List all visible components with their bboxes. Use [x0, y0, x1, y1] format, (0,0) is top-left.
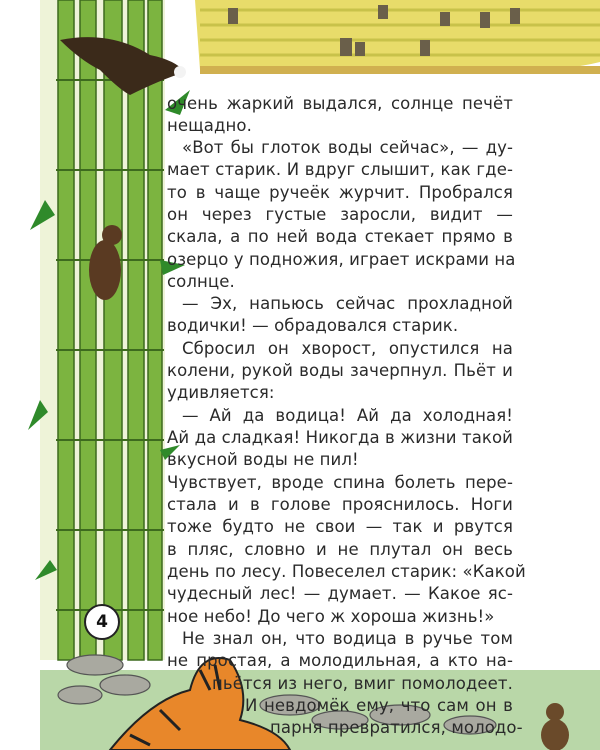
text-line: озерцо у подножия, играет искрами на	[167, 250, 516, 269]
text-line: стала и в голове прояснилось. Ноги	[167, 495, 513, 514]
rice-field-illustration	[195, 0, 600, 74]
text-line: то в чаще ручеёк журчит. Пробрался	[167, 183, 513, 202]
text-line: день по лесу. Повеселел старик: «Какой	[167, 562, 526, 581]
text-line: — Ай да водица! Ай да холодная!	[182, 406, 513, 425]
text-line: тоже будто не свои — так и рвутся	[167, 517, 513, 536]
text-line: вкусной воды не пил!	[167, 450, 359, 469]
text-line: Чувствует, вроде спина болеть пере-	[167, 473, 513, 492]
text-line: Ай да сладкая! Никогда в жизни такой	[167, 428, 513, 447]
text-line: он через густые заросли, видит —	[167, 205, 513, 224]
bamboo-illustration	[28, 0, 190, 660]
text-line: «Вот бы глоток воды сейчас», — ду-	[182, 138, 513, 157]
text-line: солнце.	[167, 272, 235, 291]
text-line: удивляется:	[167, 383, 275, 402]
text-line: Не знал он, что водица в ручье том	[182, 629, 513, 648]
text-line: не простая, а молодильная, а кто на-	[167, 651, 513, 670]
text-line: нещадно.	[167, 116, 252, 135]
text-line: И невдомёк ему, что сам он в	[245, 696, 513, 715]
text-line: парня превратился, молодо-	[270, 718, 523, 737]
text-line: колени, рукой воды зачерпнул. Пьёт и	[167, 361, 513, 380]
page-number: 4	[84, 604, 120, 640]
text-line: в пляс, словно и не плутал он весь	[167, 540, 513, 559]
text-line: пьётся из него, вмиг помолодеет.	[212, 674, 513, 693]
text-line: — Эх, напьюсь сейчас прохладной	[182, 294, 513, 313]
text-line: мает старик. И вдруг слышит, как где-	[167, 160, 513, 179]
text-line: очень жаркий выдался, солнце печёт	[167, 94, 513, 113]
text-line: Сбросил он хворост, опустился на	[182, 339, 513, 358]
monkey-illustration	[89, 240, 121, 300]
text-line: скала, а по ней вода стекает прямо в	[167, 227, 513, 246]
text-line: чудесный лес! — думает. — Какое яс-	[167, 584, 513, 603]
text-line: ное небо! До чего ж хороша жизнь!»	[167, 607, 495, 626]
text-line: водички! — обрадовался старик.	[167, 316, 459, 335]
